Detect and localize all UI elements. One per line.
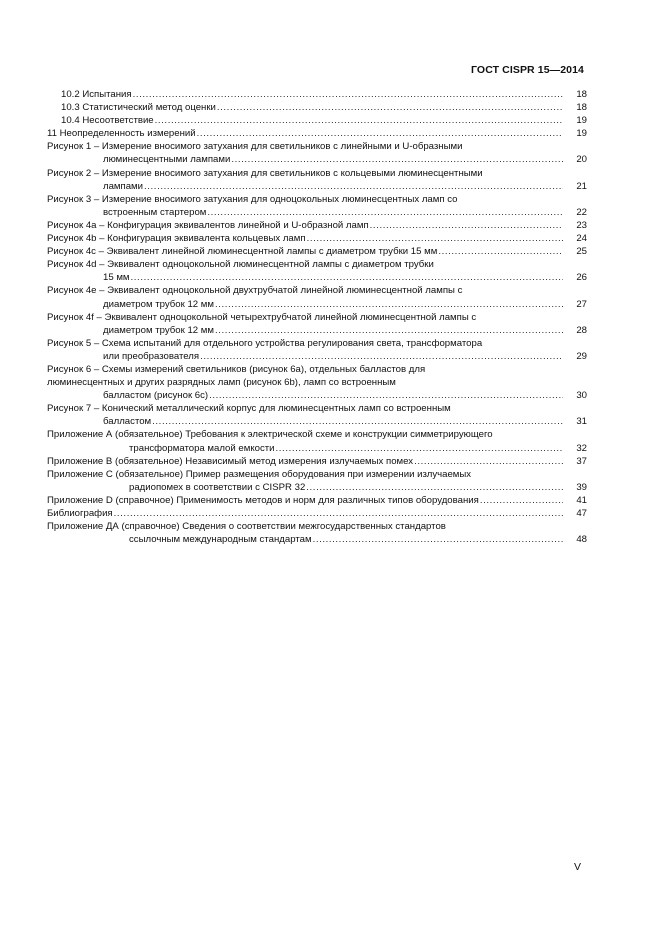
toc-entry-text: Рисунок 4d – Эквивалент одноцокольной люминесцентной лампы с диаметром трубки xyxy=(47,259,434,271)
toc-entry-title: Приложение D (справочное) Применимость методов и норм для различных типов оборудования xyxy=(47,494,479,506)
toc-entry[interactable] xyxy=(47,167,587,193)
toc-page-number: 41 xyxy=(576,494,587,506)
toc-page-number: 47 xyxy=(576,508,587,519)
toc-entry[interactable] xyxy=(47,402,587,428)
toc-entry[interactable] xyxy=(47,114,587,127)
toc-page-number: 19 xyxy=(576,115,587,127)
toc-entry[interactable] xyxy=(47,468,587,494)
dot-leader xyxy=(276,442,563,455)
dot-leader xyxy=(155,114,563,127)
dot-leader xyxy=(215,324,563,337)
dot-leader xyxy=(144,180,563,193)
page-number: V xyxy=(573,861,581,873)
dot-leader xyxy=(438,245,563,258)
toc-entry-title: диаметром трубок 12 мм xyxy=(103,298,214,310)
toc-entry-text: Приложение ДА (справочное) Сведения о соответствии межгосударственных стандартов xyxy=(47,521,446,533)
toc-entry-title: лампами xyxy=(103,180,144,192)
toc-entry-title: трансформатора малой емкости xyxy=(129,442,275,454)
dot-leader xyxy=(200,350,563,363)
toc-entry-text: Приложение С (обязательное) Пример размещения оборудования при измерении излучаемых xyxy=(47,468,472,480)
dot-leader xyxy=(307,232,563,245)
dot-leader xyxy=(231,153,563,166)
toc-entry-text: Рисунок 7 – Конический металлический корпус для люминесцентных ламп со встроенным xyxy=(47,403,451,415)
toc-entry-title: Рисунок 4а – Конфигурация эквивалентов линейной и U-образной ламп xyxy=(47,219,369,231)
dot-leader xyxy=(370,219,563,232)
toc-entry-title: Библиография xyxy=(47,508,113,519)
dot-leader xyxy=(152,415,563,428)
toc-entry[interactable] xyxy=(47,219,587,232)
toc-entry-title: или преобразователя xyxy=(103,350,200,362)
toc-entry[interactable] xyxy=(47,101,587,114)
toc-page-number: 23 xyxy=(576,219,587,231)
dot-leader xyxy=(114,507,563,520)
toc-entry[interactable] xyxy=(47,127,587,140)
toc-entry-title: встроенным стартером xyxy=(103,206,207,218)
toc-entry-text: Рисунок 4е – Эквивалент одноцокольной двухтрубчатой линейной люминесцентной лампы с xyxy=(47,285,463,297)
toc-entry-title: балластом (рисунок 6с) xyxy=(103,390,209,402)
toc-page-number: 37 xyxy=(576,455,587,467)
dot-leader xyxy=(197,127,563,140)
document-header: ГОСТ CISPR 15—2014 xyxy=(471,64,584,76)
toc-entry[interactable] xyxy=(47,88,587,101)
dot-leader xyxy=(414,455,563,468)
dot-leader xyxy=(133,88,563,101)
toc-entry-title: Рисунок 4b – Конфигурация эквивалента кольцевых ламп xyxy=(47,233,306,245)
toc-page-number: 29 xyxy=(576,350,587,362)
toc-entry-title: 10.3 Статистический метод оценки xyxy=(61,102,216,114)
toc-entry-text: Рисунок 4f – Эквивалент одноцокольной четырехтрубчатой линейной люминесцентной лампы с xyxy=(47,311,477,323)
toc-page-number: 24 xyxy=(576,233,587,245)
dot-leader xyxy=(306,481,563,494)
toc-page-number: 22 xyxy=(576,206,587,218)
toc-entry-title: ссылочным международным стандартам xyxy=(129,534,312,546)
toc-entry-text: Рисунок 3 – Измерение вносимого затухания для одноцокольных люминесцентных ламп со xyxy=(47,193,458,205)
toc-entry[interactable] xyxy=(47,507,587,520)
toc-entry-title: радиопомех в соответствии с CISPR 32 xyxy=(129,481,306,493)
toc-entry-title: 11 Неопределенность измерений xyxy=(47,128,196,140)
toc-entry[interactable] xyxy=(47,140,587,166)
toc-page-number: 18 xyxy=(576,89,587,100)
table-of-contents xyxy=(47,88,587,546)
dot-leader xyxy=(217,101,563,114)
toc-page-number: 21 xyxy=(576,180,587,192)
dot-leader xyxy=(209,389,563,402)
toc-entry[interactable] xyxy=(47,311,587,337)
toc-entry-text: Рисунок 2 – Измерение вносимого затухания для светильников с кольцевыми люминесцентными xyxy=(47,167,483,179)
toc-entry-text: Приложение А (обязательное) Требования к электрической схеме и конструкции симметрирующего xyxy=(47,429,493,441)
toc-page-number: 28 xyxy=(576,324,587,336)
toc-page-number: 30 xyxy=(576,390,587,402)
toc-page-number: 20 xyxy=(576,154,587,166)
toc-page-number: 31 xyxy=(576,416,587,428)
dot-leader xyxy=(207,206,563,219)
toc-entry-title: Рисунок 4с – Эквивалент линейной люминесцентной лампы с диаметром трубки 15 мм xyxy=(47,246,438,258)
dot-leader xyxy=(480,494,563,507)
dot-leader xyxy=(215,298,563,311)
dot-leader xyxy=(313,533,563,546)
toc-entry[interactable] xyxy=(47,520,587,546)
toc-entry-title: диаметром трубок 12 мм xyxy=(103,324,214,336)
dot-leader xyxy=(131,271,563,284)
toc-page-number: 26 xyxy=(576,272,587,284)
toc-entry-title: люминесцентными лампами xyxy=(103,154,231,166)
toc-page-number: 25 xyxy=(576,246,587,258)
toc-entry[interactable] xyxy=(47,232,587,245)
toc-entry[interactable] xyxy=(47,337,587,363)
toc-page-number: 39 xyxy=(576,481,587,493)
toc-entry[interactable] xyxy=(47,363,587,402)
toc-entry-text: Рисунок 1 – Измерение вносимого затухания для светильников с линейными и U-образными xyxy=(47,141,463,153)
toc-page-number: 48 xyxy=(576,534,587,546)
toc-entry[interactable] xyxy=(47,494,587,507)
toc-entry[interactable] xyxy=(47,284,587,310)
toc-entry-title: балластом xyxy=(103,416,152,428)
toc-entry[interactable] xyxy=(47,455,587,468)
toc-entry-text: люминесцентных и других разрядных ламп (рисунок 6b), ламп со встроенным xyxy=(47,377,396,389)
toc-page-number: 18 xyxy=(576,102,587,114)
toc-entry-text: Рисунок 6 – Схемы измерений светильников (рисунок 6а), отдельных балластов для xyxy=(47,363,426,375)
toc-entry-title: 15 мм xyxy=(103,272,130,284)
toc-page-number: 27 xyxy=(576,298,587,310)
toc-page-number: 19 xyxy=(576,128,587,140)
toc-entry-title: 10.4 Несоответствие xyxy=(61,115,154,127)
toc-entry-title: 10.2 Испытания xyxy=(61,89,132,100)
toc-entry-title: Приложение В (обязательное) Независимый метод измерения излучаемых помех xyxy=(47,455,414,467)
toc-page-number: 32 xyxy=(576,442,587,454)
toc-entry-text: Рисунок 5 – Схема испытаний для отдельного устройства регулирования света, трансформатора xyxy=(47,337,483,349)
toc-entry[interactable] xyxy=(47,245,587,258)
toc-entry[interactable] xyxy=(47,258,587,284)
toc-entry[interactable] xyxy=(47,428,587,454)
toc-entry[interactable] xyxy=(47,193,587,219)
